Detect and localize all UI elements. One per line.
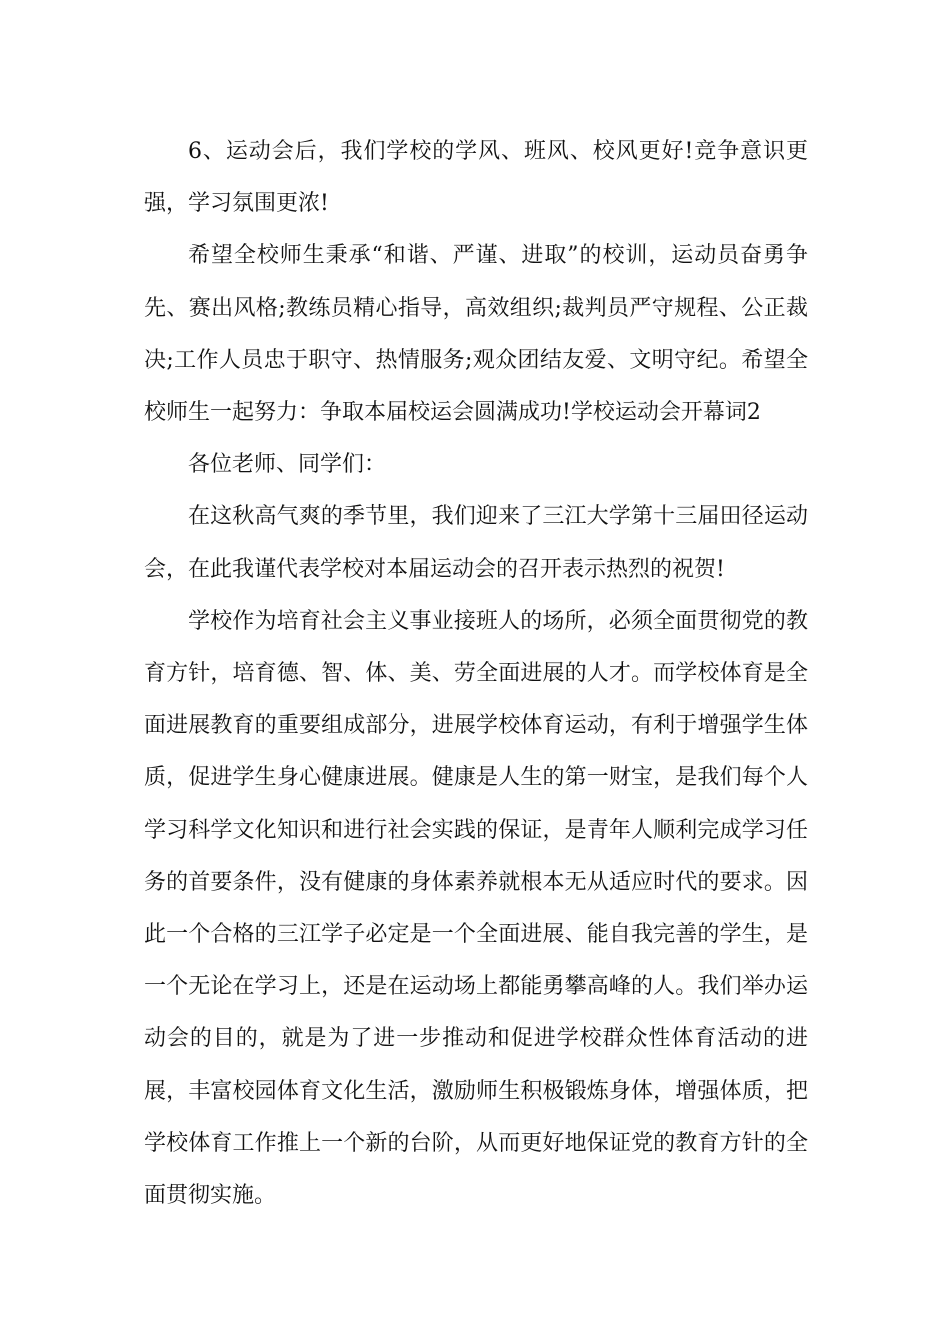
- paragraph-education: 学校作为培育社会主义事业接班人的场所，必须全面贯彻党的教育方针，培育德、智、体、美、劳全面进展的人才。而学校体育是全面进展教育的重要组成部分，进展学校体育运动，有利于增强学生体质，促进学生身心健康进展。健康是人生的第一财宝，是我们每个人学习科学文化知识和进行社会实践的保证，是青年人顺利完成学习任务的首要条件，没有健康的身体素养就根本无从适应时代的要求。因此一个合格的三江学子必定是一个全面进展、能自我完善的学生，是一个无论在学习上，还是在运动场上都能勇攀高峰的人。我们举办运动会的目的，就是为了进一步推动和促进学校群众性体育活动的进展，丰富校园体育文化生活，激励师生积极锻炼身体，增强体质，把学校体育工作推上一个新的台阶，从而更好地保证党的教育方针的全面贯彻实施。: [144, 608, 808, 1209]
- document-body: [144, 126, 808, 1222]
- paragraph-opening: 在这秋高气爽的季节里，我们迎来了三江大学第十三届田径运动会，在此我谨代表学校对本届运动会的召开表示热烈的祝贺!: [144, 504, 808, 582]
- paragraph-hopes: 希望全校师生秉承“和谐、严谨、进取”的校训，运动员奋勇争先、赛出风格;教练员精心指导，高效组织;裁判员严守规程、公正裁决;工作人员忠于职守、热情服务;观众团结友爱、文明守纪。希望全校师生一起努力：争取本届校运会圆满成功!学校运动会开幕词2: [144, 243, 808, 426]
- paragraph-results: 6、运动会后，我们学校的学风、班风、校风更好!竞争意识更强，学习氛围更浓!: [144, 139, 808, 217]
- paragraph-salutation: 各位老师、同学们：: [188, 452, 387, 478]
